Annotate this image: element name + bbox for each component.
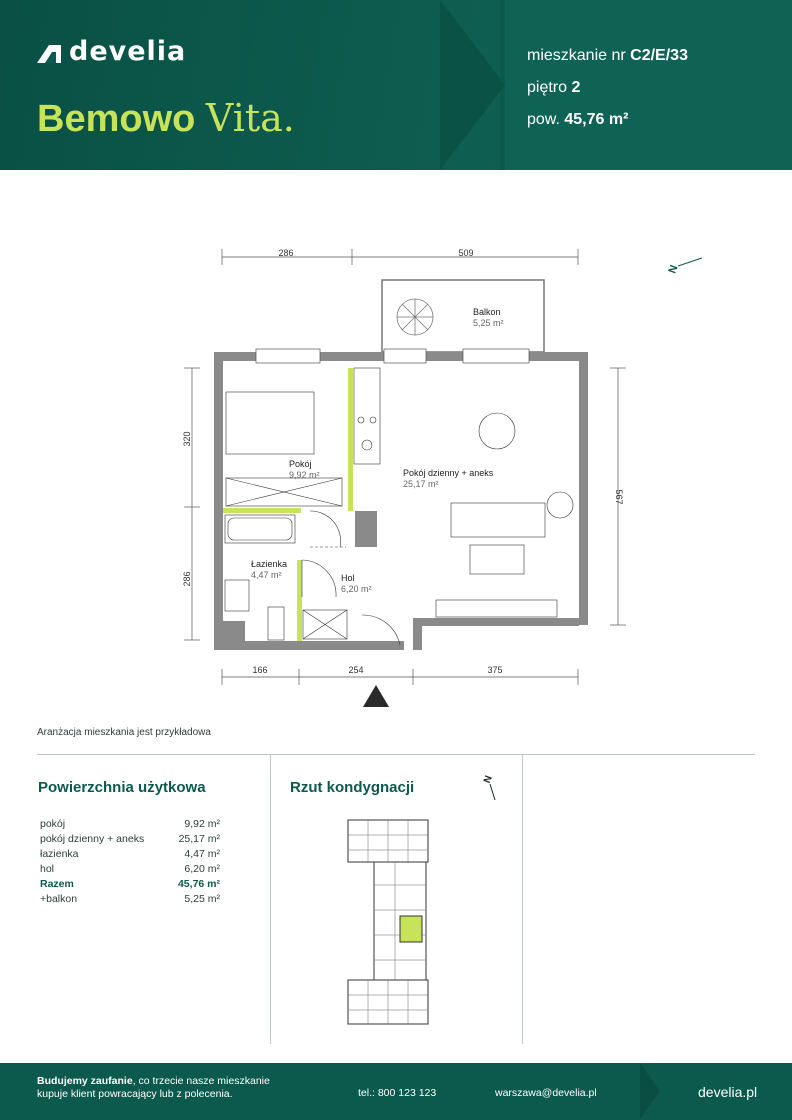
- floor-label: piętro: [527, 79, 568, 96]
- accent-walls: [223, 368, 353, 641]
- keyplan-north-letter: N: [481, 774, 495, 785]
- dim-bottom-2: 254: [348, 665, 364, 675]
- area-row-dzienny: [40, 832, 220, 847]
- apartment-number-line: [527, 40, 688, 72]
- walls: [214, 352, 588, 650]
- dim-right: 567: [614, 489, 624, 505]
- area-row-value: 4,47 m²: [184, 848, 220, 860]
- floor-number: 2: [571, 79, 581, 96]
- develia-logo[interactable]: [37, 36, 186, 67]
- area-row-value: 45,76 m²: [177, 878, 220, 890]
- area-row-pokoj: [40, 817, 220, 832]
- project-name-script: Vita.: [205, 96, 295, 140]
- current-apartment-highlight: [400, 916, 422, 942]
- keyplan-drawing: [340, 770, 520, 1030]
- lazienka-name: Łazienka: [251, 559, 288, 569]
- area-row-hol: [40, 862, 220, 877]
- footer-slogan: [37, 1075, 270, 1101]
- dim-left-lower: 286: [182, 571, 192, 587]
- apartment-info: [527, 40, 688, 136]
- keyplan-title: Rzut kondygnacji: [290, 779, 415, 796]
- area-row-name: pokój: [40, 818, 66, 830]
- header-background: [0, 0, 500, 170]
- column-divider-2: [522, 754, 523, 1044]
- lazienka-area: 4,47 m²: [251, 570, 282, 580]
- balcony: [382, 280, 544, 352]
- area-row-value: 9,92 m²: [184, 818, 220, 830]
- north-arrow: [667, 258, 702, 275]
- footer-slogan-line-1: [37, 1075, 270, 1088]
- balcony-plant-icon: [397, 299, 433, 335]
- hol-name: Hol: [341, 573, 355, 583]
- area-label: pow.: [527, 111, 560, 128]
- dzienny-area: 25,17 m²: [403, 479, 439, 489]
- arrangement-note: Aranżacja mieszkania jest przykładowa: [37, 727, 211, 738]
- dzienny-name: Pokój dzienny + aneks: [403, 468, 494, 478]
- section-divider: [37, 754, 755, 755]
- pokoj-area: 9,92 m²: [289, 470, 320, 480]
- footer: [0, 1063, 792, 1120]
- footer-slogan-line-2: kupuje klient powracający lub z polecenia.: [37, 1088, 233, 1100]
- floor-plan: [170, 235, 730, 715]
- area-row-lazienka: [40, 847, 220, 862]
- area-line: [527, 104, 688, 136]
- dim-bottom-1: 166: [252, 665, 268, 675]
- develia-logo-icon: [37, 41, 61, 63]
- area-row-value: 6,20 m²: [184, 863, 220, 875]
- pokoj-name: Pokój: [289, 459, 312, 469]
- dim-top-right: 509: [458, 248, 474, 258]
- footer-website-link[interactable]: develia.pl: [698, 1084, 758, 1100]
- balkon-area: 5,25 m²: [473, 318, 504, 328]
- floor-line: [527, 72, 688, 104]
- entrance-marker-icon: [363, 685, 389, 707]
- balkon-name: Balkon: [473, 307, 501, 317]
- project-name: [37, 96, 295, 141]
- area-row-name: łazienka: [40, 848, 79, 860]
- apartment-number-label: mieszkanie nr: [527, 47, 626, 64]
- windows: [256, 349, 529, 363]
- areas-table: [40, 817, 220, 907]
- footer-slogan-bold: Budujemy zaufanie: [37, 1075, 133, 1087]
- footer-slogan-rest: , co trzecie nasze mieszkanie: [132, 1075, 270, 1087]
- area-row-value: 25,17 m²: [178, 833, 220, 845]
- header: [0, 0, 792, 170]
- area-row-name: Razem: [40, 878, 74, 890]
- apartment-number: C2/E/33: [630, 47, 688, 64]
- hol-area: 6,20 m²: [341, 584, 372, 594]
- column-divider-1: [270, 754, 271, 1044]
- area-row-name: +balkon: [40, 893, 78, 905]
- keyplan-north-arrow: [482, 774, 495, 800]
- north-letter: N: [666, 263, 681, 276]
- areas-title: Powierzchnia użytkowa: [38, 779, 206, 796]
- area-row-value: 5,25 m²: [184, 893, 220, 905]
- area-row-name: pokój dzienny + aneks: [40, 833, 145, 845]
- footer-email[interactable]: warszawa@develia.pl: [495, 1087, 597, 1099]
- project-name-main: Bemowo: [37, 98, 196, 140]
- dim-top-left: 286: [278, 248, 294, 258]
- area-row-total: [40, 877, 220, 892]
- interior-lines: [225, 368, 573, 645]
- footer-chevron-shape: [640, 1063, 660, 1119]
- footer-phone[interactable]: tel.: 800 123 123: [358, 1087, 437, 1099]
- logo-text: develia: [69, 36, 187, 67]
- area-row-name: hol: [40, 863, 55, 875]
- dim-left-upper: 320: [182, 431, 192, 447]
- dim-bottom-3: 375: [487, 665, 503, 675]
- area-row-balkon: [40, 892, 220, 907]
- area-value: 45,76 m²: [564, 111, 629, 128]
- header-chevron-shape: [440, 0, 505, 170]
